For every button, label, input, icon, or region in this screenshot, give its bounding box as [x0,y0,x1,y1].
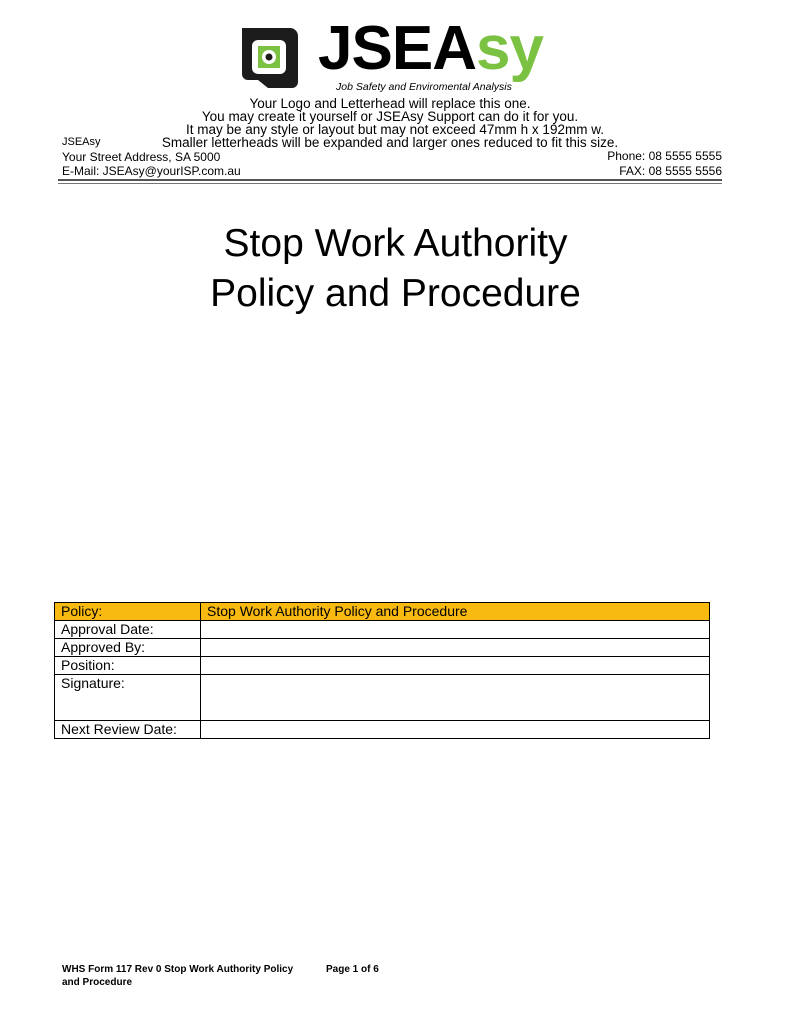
fax-number: FAX: 08 5555 5556 [619,164,722,178]
policy-approval-table [54,602,710,739]
table-row [55,603,710,621]
street-address: Your Street Address, SA 5000 [62,150,221,164]
phone-number: Phone: 08 5555 5555 [607,149,722,163]
table-row [55,657,710,675]
brand-dark-text: JSEA [318,14,476,83]
company-name: JSEAsy [62,136,101,148]
document-title-line2: Policy and Procedure [210,272,581,315]
table-row [55,639,710,657]
letterhead-divider [58,179,722,181]
letterhead-note: Smaller letterheads will be expanded and larger ones reduced to fit this size. [161,135,619,150]
footer-form-id [62,963,293,989]
letterhead-note: You may create it yourself or JSEAsy Support can do it for you. [201,109,579,124]
letterhead-divider [58,183,722,184]
letterhead-note: Your Logo and Letterhead will replace this one. [249,96,531,111]
letterhead-note: It may be any style or layout but may not exceed 47mm h x 192mm w. [186,122,604,137]
table-row [55,721,710,739]
table-row [55,675,710,721]
jseasy-logo-icon [238,26,300,90]
approval-date-value [201,621,710,639]
next-review-date-value [201,721,710,739]
brand-green-text: sy [475,14,543,83]
footer-form-line1: WHS Form 117 Rev 0 Stop Work Authority Policy [62,964,294,975]
approved-by-value [201,639,710,657]
position-label: Position: [55,657,201,675]
signature-value [201,675,710,721]
policy-value: Stop Work Authority Policy and Procedure [201,603,710,621]
brand-tagline: Job Safety and Enviromental Analysis [336,81,512,93]
approved-by-label: Approved By: [55,639,201,657]
brand-wordmark [318,14,543,83]
position-value [201,657,710,675]
approval-date-label: Approval Date: [55,621,201,639]
document-title-line1: Stop Work Authority [223,222,568,265]
policy-label: Policy: [55,603,201,621]
footer-page-number: Page 1 of 6 [326,964,379,975]
footer-form-line2: and Procedure [62,977,133,988]
next-review-date-label: Next Review Date: [55,721,201,739]
table-row [55,621,710,639]
email-address: E-Mail: JSEAsy@yourISP.com.au [62,164,241,178]
signature-label: Signature: [55,675,201,721]
